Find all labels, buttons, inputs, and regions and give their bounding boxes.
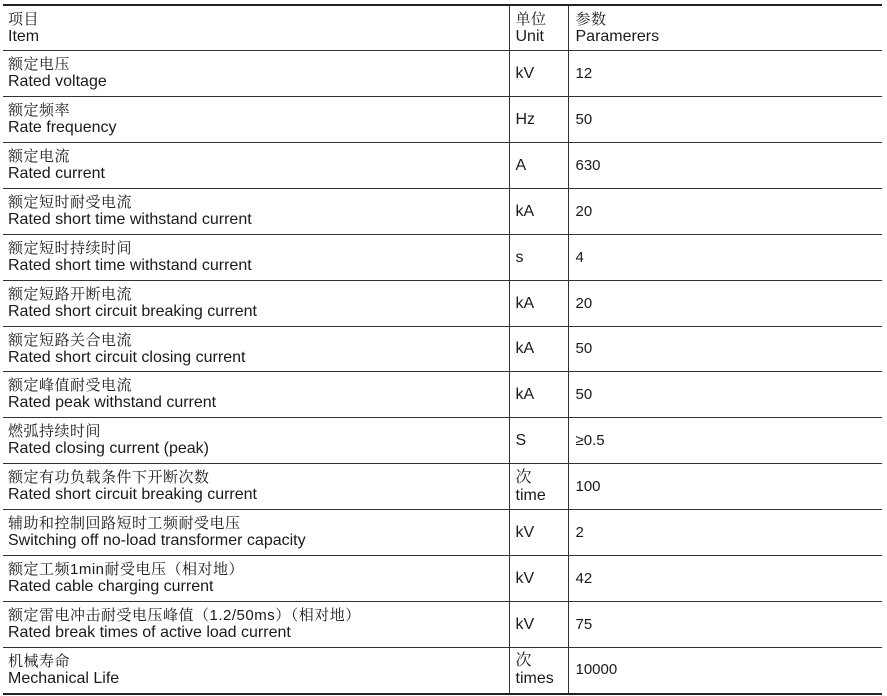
- item-name-en: Rate frequency: [8, 119, 117, 136]
- unit-cell: [509, 602, 568, 648]
- item-name-zh: 机械寿命: [8, 652, 71, 670]
- unit-text: 次 times: [515, 652, 554, 688]
- value-cell: [568, 143, 882, 189]
- value-cell: [568, 418, 882, 464]
- table-row: [3, 464, 882, 510]
- unit-cell: [509, 648, 568, 694]
- item-cell: [3, 510, 509, 556]
- table-row: [3, 235, 882, 281]
- item-name-zh: 辅助和控制回路短时工频耐受电压: [8, 515, 241, 532]
- header-item-en: Item: [8, 27, 40, 45]
- item-name-zh: 额定工频1min耐受电压（相对地）: [8, 561, 245, 578]
- table-row: [3, 418, 882, 464]
- item-cell: [3, 372, 509, 418]
- item-cell: [3, 464, 509, 510]
- unit-cell: [509, 51, 568, 97]
- table-header: [3, 5, 882, 51]
- item-name-zh: 额定有功负载条件下开断次数: [8, 469, 210, 486]
- item-name-zh: 额定峰值耐受电流: [8, 377, 133, 394]
- unit-text: kV: [515, 615, 535, 633]
- unit-cell: [509, 510, 568, 556]
- parameter-value: 75: [575, 615, 593, 633]
- unit-text: A: [515, 156, 527, 174]
- value-cell: [568, 97, 882, 143]
- item-name-en: Rated current: [8, 165, 105, 182]
- item-name-zh: 额定频率: [8, 102, 71, 119]
- spec-table: [3, 4, 882, 695]
- value-cell: [568, 372, 882, 418]
- item-name-en: Rated short time withstand current: [8, 257, 252, 274]
- table-row: [3, 97, 882, 143]
- header-item: [3, 5, 509, 51]
- item-cell: [3, 51, 509, 97]
- item-name-en: Rated peak withstand current: [8, 394, 217, 411]
- value-cell: [568, 51, 882, 97]
- parameter-value: 42: [575, 569, 593, 587]
- item-name-zh: 额定短时持续时间: [8, 240, 133, 257]
- header-row: [3, 5, 882, 51]
- value-cell: [568, 189, 882, 235]
- table-row: [3, 648, 882, 694]
- table-row: [3, 510, 882, 556]
- item-cell: [3, 418, 509, 464]
- item-name-en: Rated short circuit breaking current: [8, 303, 257, 320]
- item-name-zh: 额定短路关合电流: [8, 331, 133, 349]
- item-cell: [3, 235, 509, 281]
- item-name-en: Rated closing current (peak): [8, 440, 209, 457]
- value-cell: [568, 464, 882, 510]
- item-name-zh: 额定雷电冲击耐受电压峰值（1.2/50ms）（相对地）: [8, 607, 361, 624]
- unit-text: kA: [515, 202, 535, 220]
- header-param-zh: 参数: [575, 10, 607, 28]
- table-row: [3, 189, 882, 235]
- item-cell: [3, 556, 509, 602]
- table-row: [3, 602, 882, 648]
- unit-text: Hz: [515, 110, 536, 128]
- item-name-zh: 燃弧持续时间: [8, 423, 102, 440]
- table-row: [3, 51, 882, 97]
- item-cell: [3, 327, 509, 372]
- parameter-value: 12: [575, 64, 593, 82]
- value-cell: [568, 510, 882, 556]
- parameter-value: 630: [575, 156, 601, 174]
- unit-cell: [509, 464, 568, 510]
- item-name-en: Rated break times of active load current: [8, 624, 291, 641]
- header-unit-zh: 单位: [515, 10, 547, 28]
- unit-cell: [509, 372, 568, 418]
- item-cell: [3, 97, 509, 143]
- item-cell: [3, 189, 509, 235]
- unit-text: kV: [515, 569, 535, 587]
- item-name-en: Rated short circuit breaking current: [8, 486, 257, 503]
- table-body: [3, 51, 882, 694]
- value-cell: [568, 648, 882, 694]
- table-row: [3, 281, 882, 327]
- parameter-value: 50: [575, 110, 593, 128]
- header-param-en: Paramerers: [575, 27, 660, 45]
- item-name-en: Rated voltage: [8, 73, 107, 90]
- value-cell: [568, 556, 882, 602]
- unit-cell: [509, 235, 568, 281]
- header-item-zh: 项目: [8, 10, 40, 28]
- item-cell: [3, 648, 509, 694]
- parameter-value: 100: [575, 477, 601, 495]
- unit-text: S: [515, 431, 527, 449]
- parameter-value: 20: [575, 294, 593, 312]
- unit-text: 次 time: [515, 468, 546, 504]
- parameter-value: ≥0.5: [575, 431, 605, 449]
- item-name-en: Rated cable charging current: [8, 578, 214, 595]
- unit-cell: [509, 143, 568, 189]
- item-name-en: Switching off no-load transformer capacity: [8, 532, 306, 549]
- header-unit: [509, 5, 568, 51]
- parameter-value: 10000: [575, 661, 618, 679]
- unit-text: kA: [515, 385, 535, 403]
- value-cell: [568, 602, 882, 648]
- unit-cell: [509, 281, 568, 327]
- item-name-en: Rated short circuit closing current: [8, 348, 246, 366]
- header-parameters: [568, 5, 882, 51]
- unit-cell: [509, 556, 568, 602]
- unit-text: kA: [515, 340, 535, 357]
- unit-cell: [509, 189, 568, 235]
- item-name-en: Rated short time withstand current: [8, 211, 252, 228]
- value-cell: [568, 327, 882, 372]
- parameter-value: 4: [575, 248, 584, 266]
- value-cell: [568, 235, 882, 281]
- table-row: [3, 143, 882, 189]
- unit-text: s: [515, 248, 524, 266]
- unit-text: kV: [515, 523, 535, 541]
- item-cell: [3, 602, 509, 648]
- unit-cell: [509, 327, 568, 372]
- item-cell: [3, 143, 509, 189]
- unit-text: kA: [515, 294, 535, 312]
- table-row: [3, 556, 882, 602]
- parameter-value: 50: [575, 340, 593, 357]
- table-row: [3, 372, 882, 418]
- unit-cell: [509, 97, 568, 143]
- unit-text: kV: [515, 64, 535, 82]
- value-cell: [568, 281, 882, 327]
- unit-cell: [509, 418, 568, 464]
- item-name-zh: 额定电流: [8, 148, 71, 165]
- item-name-zh: 额定电压: [8, 56, 71, 73]
- item-name-en: Mechanical Life: [8, 669, 120, 687]
- table-row: [3, 327, 882, 372]
- item-name-zh: 额定短时耐受电流: [8, 194, 133, 211]
- parameter-value: 2: [575, 523, 584, 541]
- item-name-zh: 额定短路开断电流: [8, 286, 133, 303]
- header-unit-en: Unit: [515, 27, 544, 45]
- parameter-value: 20: [575, 202, 593, 220]
- parameter-value: 50: [575, 385, 593, 403]
- item-cell: [3, 281, 509, 327]
